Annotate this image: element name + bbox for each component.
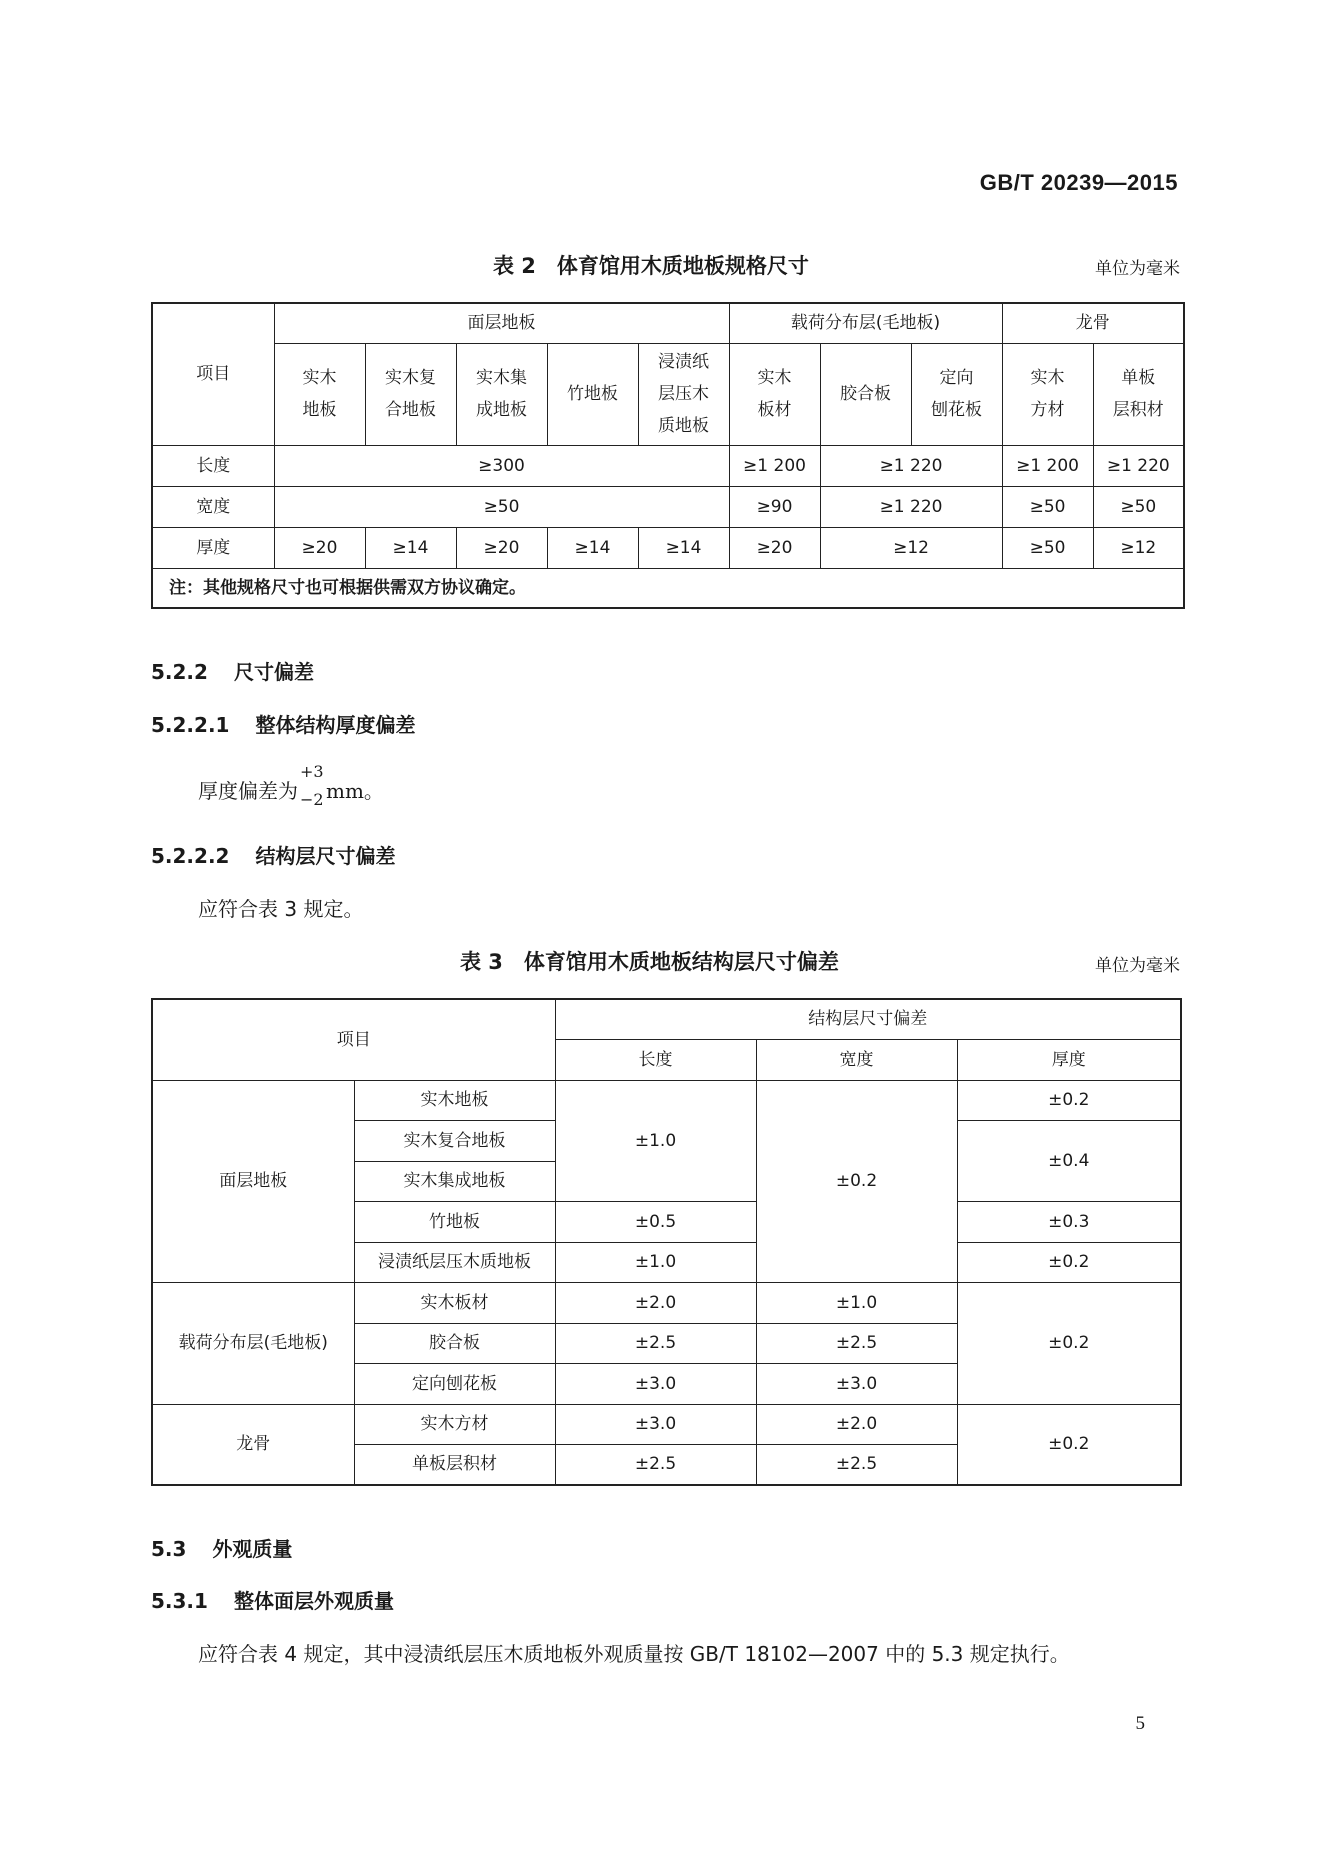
table2-col-header: 实木 板材 bbox=[729, 343, 820, 445]
table2-caption: 表 2 体育馆用木质地板规格尺寸 bbox=[493, 254, 809, 278]
table2-col-header: 定向 刨花板 bbox=[911, 343, 1002, 445]
table-cell: ≥20 bbox=[456, 527, 547, 568]
table-cell: ≥1 220 bbox=[1093, 445, 1184, 486]
table-cell: ±2.5 bbox=[555, 1444, 756, 1485]
table-cell: ±0.2 bbox=[957, 1282, 1181, 1404]
table-cell: ≥14 bbox=[638, 527, 729, 568]
table-cell: ±0.4 bbox=[957, 1120, 1181, 1201]
row-label: 单板层积材 bbox=[354, 1444, 555, 1485]
table3-item-header: 项目 bbox=[152, 999, 555, 1080]
table-cell: ≥50 bbox=[274, 486, 729, 527]
table-cell: ±3.0 bbox=[555, 1363, 756, 1404]
row-label: 实木方材 bbox=[354, 1404, 555, 1444]
table-cell: ≥12 bbox=[1093, 527, 1184, 568]
table-cell: ±1.0 bbox=[555, 1080, 756, 1201]
table-cell: ≥1 220 bbox=[820, 486, 1002, 527]
table-cell: ≥12 bbox=[820, 527, 1002, 568]
table-cell: ≥1 200 bbox=[1002, 445, 1093, 486]
table-cell: ±0.2 bbox=[957, 1242, 1181, 1282]
table-cell: ±1.0 bbox=[555, 1242, 756, 1282]
table-cell: ≥50 bbox=[1093, 486, 1184, 527]
table-row bbox=[152, 445, 1184, 486]
table-cell: ±2.5 bbox=[756, 1323, 957, 1363]
table3-unit: 单位为毫米 bbox=[1095, 956, 1180, 976]
row-label: 实木集成地板 bbox=[354, 1161, 555, 1201]
table-cell: ±2.0 bbox=[756, 1404, 957, 1444]
table3-group-load: 载荷分布层(毛地板) bbox=[152, 1282, 354, 1404]
row-label: 实木板材 bbox=[354, 1282, 555, 1323]
table2-col-header: 实木 地板 bbox=[274, 343, 365, 445]
table2-col-header: 实木复 合地板 bbox=[365, 343, 456, 445]
table2-note: 注：其他规格尺寸也可根据供需双方协议确定。 bbox=[152, 568, 1184, 608]
table3-ref-paragraph: 应符合表 3 规定。 bbox=[198, 897, 364, 921]
table4-ref-paragraph: 应符合表 4 规定，其中浸渍纸层压木质地板外观质量按 GB/T 18102—2007 中的 5.3 规定执行。 bbox=[198, 1642, 1070, 1666]
table-cell: ≥300 bbox=[274, 445, 729, 486]
table3 bbox=[151, 998, 1182, 1486]
table3-col-length: 长度 bbox=[555, 1039, 756, 1080]
table-row bbox=[152, 1282, 1181, 1323]
table2-group-load: 载荷分布层(毛地板) bbox=[729, 303, 1002, 343]
row-label: 定向刨花板 bbox=[354, 1363, 555, 1404]
table-row bbox=[152, 527, 1184, 568]
table-cell: ±0.2 bbox=[957, 1404, 1181, 1485]
section-heading-5-3: 5.3 外观质量 bbox=[151, 1537, 293, 1561]
table-cell: ±2.5 bbox=[756, 1444, 957, 1485]
table2-col-header: 实木 方材 bbox=[1002, 343, 1093, 445]
table2-col-header: 浸渍纸 层压木 质地板 bbox=[638, 343, 729, 445]
row-label: 厚度 bbox=[152, 527, 274, 568]
table3-caption: 表 3 体育馆用木质地板结构层尺寸偏差 bbox=[460, 950, 839, 974]
table-cell: ±3.0 bbox=[555, 1404, 756, 1444]
table-cell: ±2.0 bbox=[555, 1282, 756, 1323]
table2-unit: 单位为毫米 bbox=[1095, 259, 1180, 279]
section-heading-5-2-2: 5.2.2 尺寸偏差 bbox=[151, 660, 314, 684]
table2-col-header: 单板 层积材 bbox=[1093, 343, 1184, 445]
table-cell: ±0.5 bbox=[555, 1201, 756, 1242]
row-label: 胶合板 bbox=[354, 1323, 555, 1363]
table-cell: ±3.0 bbox=[756, 1363, 957, 1404]
section-heading-5-2-2-1: 5.2.2.1 整体结构厚度偏差 bbox=[151, 713, 416, 737]
standard-number: GB/T 20239—2015 bbox=[979, 170, 1178, 195]
row-label: 浸渍纸层压木质地板 bbox=[354, 1242, 555, 1282]
table2-col-header: 胶合板 bbox=[820, 343, 911, 445]
row-label: 宽度 bbox=[152, 486, 274, 527]
thickness-deviation-paragraph: 厚度偏差为 +3 −2 mm。 bbox=[198, 762, 384, 809]
row-label: 实木复合地板 bbox=[354, 1120, 555, 1161]
row-label: 长度 bbox=[152, 445, 274, 486]
page-number: 5 bbox=[1135, 1713, 1145, 1734]
table-cell: ±2.5 bbox=[555, 1323, 756, 1363]
section-heading-5-2-2-2: 5.2.2.2 结构层尺寸偏差 bbox=[151, 844, 396, 868]
table-cell: ≥1 200 bbox=[729, 445, 820, 486]
table2-group-face: 面层地板 bbox=[274, 303, 729, 343]
table-row bbox=[152, 1404, 1181, 1444]
table-cell: ≥50 bbox=[1002, 527, 1093, 568]
table3-group-keel: 龙骨 bbox=[152, 1404, 354, 1485]
table-cell: ±1.0 bbox=[756, 1282, 957, 1323]
table3-deviation-header: 结构层尺寸偏差 bbox=[555, 999, 1181, 1039]
table-cell: ≥1 220 bbox=[820, 445, 1002, 486]
table-row bbox=[152, 486, 1184, 527]
table2-col-header: 实木集 成地板 bbox=[456, 343, 547, 445]
table2-col-header: 竹地板 bbox=[547, 343, 638, 445]
table-cell: ≥14 bbox=[365, 527, 456, 568]
table-cell: ≥14 bbox=[547, 527, 638, 568]
section-heading-5-3-1: 5.3.1 整体面层外观质量 bbox=[151, 1589, 394, 1613]
table3-col-width: 宽度 bbox=[756, 1039, 957, 1080]
table-row bbox=[152, 1080, 1181, 1120]
table-cell: ≥20 bbox=[729, 527, 820, 568]
table-cell: ≥90 bbox=[729, 486, 820, 527]
table-cell: ±0.3 bbox=[957, 1201, 1181, 1242]
row-label: 竹地板 bbox=[354, 1201, 555, 1242]
table-cell: ±0.2 bbox=[957, 1080, 1181, 1120]
table-cell: ±0.2 bbox=[756, 1080, 957, 1282]
table2 bbox=[151, 302, 1185, 609]
row-label: 实木地板 bbox=[354, 1080, 555, 1120]
table2-item-header: 项目 bbox=[152, 303, 274, 445]
table3-group-face: 面层地板 bbox=[152, 1080, 354, 1282]
table3-col-thickness: 厚度 bbox=[957, 1039, 1181, 1080]
table-cell: ≥50 bbox=[1002, 486, 1093, 527]
table-cell: ≥20 bbox=[274, 527, 365, 568]
table2-group-keel: 龙骨 bbox=[1002, 303, 1184, 343]
tolerance-fraction: +3 −2 bbox=[300, 762, 324, 809]
